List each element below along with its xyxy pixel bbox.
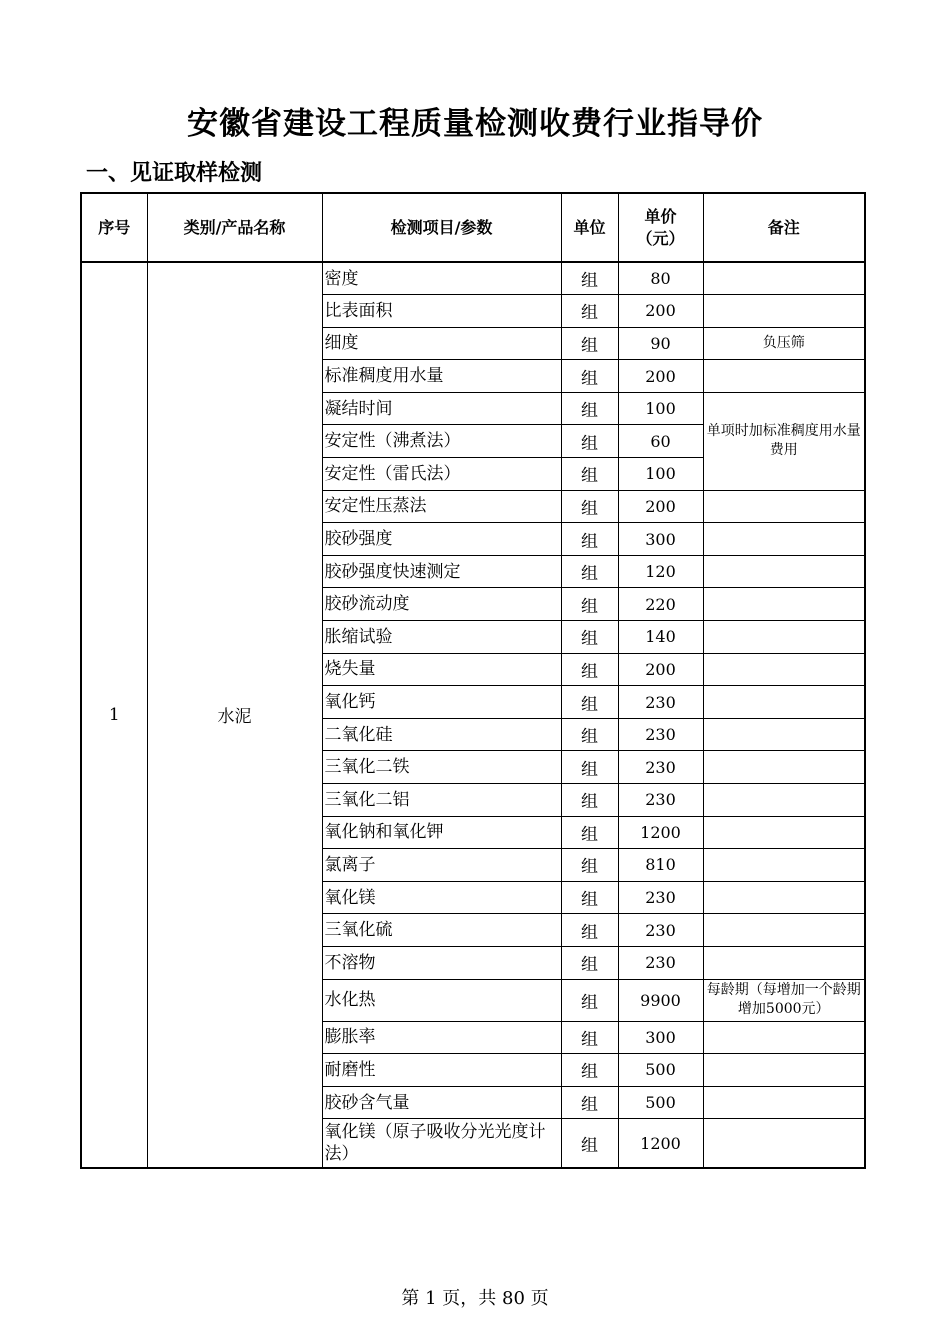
header-seq: 序号	[81, 193, 147, 262]
table-header-row	[81, 193, 865, 262]
group-seq: 1	[81, 262, 147, 1168]
row-note	[703, 881, 865, 914]
row-unit: 组	[561, 621, 618, 654]
row-price: 1200	[618, 1119, 703, 1168]
row-item: 水化热	[322, 979, 561, 1021]
row-price: 200	[618, 653, 703, 686]
row-item: 安定性（雷氏法）	[322, 458, 561, 491]
header-item: 检测项目/参数	[322, 193, 561, 262]
row-unit: 组	[561, 946, 618, 979]
row-item: 胶砂流动度	[322, 588, 561, 621]
row-item: 不溶物	[322, 946, 561, 979]
row-item: 安定性压蒸法	[322, 490, 561, 523]
row-unit: 组	[561, 751, 618, 784]
section-heading: 一、见证取样检测	[86, 161, 263, 186]
row-unit: 组	[561, 555, 618, 588]
row-item: 胶砂强度	[322, 523, 561, 556]
price-table	[80, 192, 866, 1169]
row-note	[703, 784, 865, 817]
row-unit: 组	[561, 262, 618, 295]
page-footer: 第 1 页，共 80 页	[401, 1288, 549, 1309]
row-unit: 组	[561, 914, 618, 947]
row-note	[703, 1086, 865, 1119]
row-price: 60	[618, 425, 703, 458]
row-note	[703, 718, 865, 751]
row-price: 230	[618, 686, 703, 719]
header-unit: 单位	[561, 193, 618, 262]
row-price: 9900	[618, 979, 703, 1021]
row-item: 氧化镁（原子吸收分光光度计法）	[322, 1119, 561, 1168]
row-note	[703, 914, 865, 947]
row-item: 膨胀率	[322, 1021, 561, 1054]
row-note	[703, 686, 865, 719]
row-item: 氯离子	[322, 849, 561, 882]
row-unit: 组	[561, 458, 618, 491]
note-hydration: 每龄期（每增加一个龄期增加5000元）	[703, 979, 865, 1021]
row-price: 200	[618, 360, 703, 393]
row-note	[703, 653, 865, 686]
row-note	[703, 816, 865, 849]
row-note	[703, 1054, 865, 1087]
row-note	[703, 946, 865, 979]
row-note	[703, 555, 865, 588]
row-item: 凝结时间	[322, 392, 561, 425]
row-unit: 组	[561, 1119, 618, 1168]
row-note	[703, 295, 865, 328]
row-unit: 组	[561, 816, 618, 849]
row-item: 胶砂强度快速测定	[322, 555, 561, 588]
header-note: 备注	[703, 193, 865, 262]
row-note	[703, 588, 865, 621]
row-unit: 组	[561, 295, 618, 328]
header-price	[618, 193, 703, 262]
row-item: 胀缩试验	[322, 621, 561, 654]
row-note	[703, 523, 865, 556]
page-title: 安徽省建设工程质量检测收费行业指导价	[187, 106, 763, 142]
row-price: 120	[618, 555, 703, 588]
row-price: 230	[618, 784, 703, 817]
row-note	[703, 262, 865, 295]
row-unit: 组	[561, 849, 618, 882]
row-unit: 组	[561, 425, 618, 458]
row-price: 90	[618, 327, 703, 360]
row-price: 500	[618, 1086, 703, 1119]
row-item: 细度	[322, 327, 561, 360]
row-price: 300	[618, 523, 703, 556]
header-category: 类别/产品名称	[147, 193, 322, 262]
row-unit: 组	[561, 588, 618, 621]
row-price: 810	[618, 849, 703, 882]
row-item: 比表面积	[322, 295, 561, 328]
row-unit: 组	[561, 523, 618, 556]
row-unit: 组	[561, 1054, 618, 1087]
row-price: 230	[618, 718, 703, 751]
table-row	[81, 262, 865, 295]
row-unit: 组	[561, 979, 618, 1021]
row-price: 200	[618, 295, 703, 328]
row-price: 100	[618, 458, 703, 491]
row-item: 胶砂含气量	[322, 1086, 561, 1119]
row-unit: 组	[561, 490, 618, 523]
row-unit: 组	[561, 1086, 618, 1119]
row-price: 80	[618, 262, 703, 295]
row-note	[703, 1021, 865, 1054]
row-note	[703, 751, 865, 784]
row-unit: 组	[561, 881, 618, 914]
row-item: 三氧化二铁	[322, 751, 561, 784]
row-unit: 组	[561, 360, 618, 393]
row-note	[703, 849, 865, 882]
row-item: 氧化镁	[322, 881, 561, 914]
row-unit: 组	[561, 327, 618, 360]
row-item: 安定性（沸煮法）	[322, 425, 561, 458]
row-price: 220	[618, 588, 703, 621]
row-price: 230	[618, 881, 703, 914]
row-item: 二氧化硅	[322, 718, 561, 751]
row-unit: 组	[561, 653, 618, 686]
row-price: 500	[618, 1054, 703, 1087]
row-price: 1200	[618, 816, 703, 849]
row-note	[703, 1119, 865, 1168]
row-item: 氧化钠和氧化钾	[322, 816, 561, 849]
row-item: 耐磨性	[322, 1054, 561, 1087]
row-item: 三氧化二铝	[322, 784, 561, 817]
row-unit: 组	[561, 1021, 618, 1054]
row-unit: 组	[561, 392, 618, 425]
row-unit: 组	[561, 784, 618, 817]
row-price: 300	[618, 1021, 703, 1054]
header-price-line2: （元）	[636, 228, 685, 248]
row-price: 100	[618, 392, 703, 425]
row-price: 200	[618, 490, 703, 523]
row-item: 标准稠度用水量	[322, 360, 561, 393]
row-price: 230	[618, 914, 703, 947]
row-price: 230	[618, 946, 703, 979]
row-item: 三氧化硫	[322, 914, 561, 947]
row-price: 140	[618, 621, 703, 654]
row-note	[703, 621, 865, 654]
group-category: 水泥	[147, 262, 322, 1168]
note-single-item: 单项时加标准稠度用水量费用	[703, 392, 865, 490]
row-item: 密度	[322, 262, 561, 295]
row-unit: 组	[561, 718, 618, 751]
row-note	[703, 490, 865, 523]
row-price: 230	[618, 751, 703, 784]
row-item: 烧失量	[322, 653, 561, 686]
row-item: 氧化钙	[322, 686, 561, 719]
row-note	[703, 360, 865, 393]
header-price-line1: 单价	[644, 206, 677, 226]
row-unit: 组	[561, 686, 618, 719]
note-fineness: 负压筛	[703, 327, 865, 360]
